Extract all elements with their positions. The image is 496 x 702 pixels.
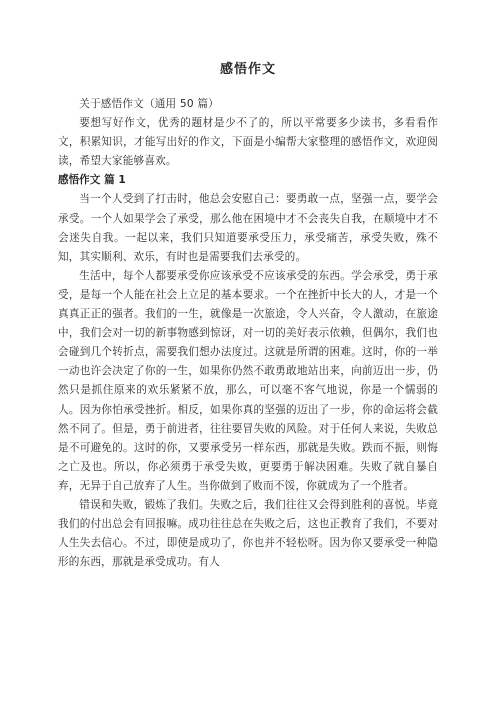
body-paragraph-2: 生活中，每个人都要承受你应该承受不应该承受的东西。学会承受，勇于承受，是每一个人能在社会上立足的基本要求。一个在挫折中长大的人，才是一个真真正正的强者。我们的一生，就像是一次旅途，令人兴奋，令人激动，在旅途中，我们会对一切的新事物感到惊讶，对一切的美好表示依赖，但偶尔，我们也会碰到几个转折点，需要我们想办法度过。这就是所谓的困难。这时，你的一举一动也许会决定了你的一生，如果你仍然不敢勇敢地站出来，向前迈出一步，仍然只是抓住原来的欢乐紧紧不放，那么，可以毫不客气地说，你是一个懦弱的人。因为你怕承受挫折。相反，如果你真的坚强的迈出了一步，你的命运将会截然不同了。但是，勇于前进者，往往要冒失败的风险。对于任何人来说，失败总是不可避免的。这时的你，又要承受另一样东西，那就是失败。跌而不振，则悔之亡及也。所以，你必须勇于承受失败，更要勇于解决困难。失败了就自暴自弃，无异于自己放弃了人生。当你做到了败而不馁，你就成为了一个胜者。 [58, 269, 438, 492]
subtitle-line: 关于感悟作文（通用 50 篇） [79, 98, 219, 110]
document-title: 感悟作文 [219, 62, 276, 77]
intro-paragraph: 要想写好作文，优秀的题材是少不了的，所以平常要多少读书，多看看作文，积累知识，才能写出好的作文，下面是小编帮大家整理的感悟作文，欢迎阅读，希望大家能够喜欢。 [58, 117, 438, 168]
body-paragraph-1: 当一个人受到了打击时，他总会安慰自己：要勇敢一点，坚强一点，要学会承受。一个人如果学会了承受，那么他在困境中才不会丧失自我，在顺境中才不会迷失自我。一起以来，我们只知道要承受压力，承受痛苦，承受失败，殊不知，其实顺利、欢乐，有时也是需要我们去承受的。 [58, 193, 438, 263]
body-paragraph-3: 错误和失败，锻炼了我们。失败之后，我们往往又会得到胜利的喜悦。毕竟我们的付出总会有回报嘛。成功往往总在失败之后，这也正教育了我们，不要对人生失去信心。不过，即使是成功了，你也并不轻松呀。因为你又要承受一种隐形的东西，那就是承受成功。有人 [58, 498, 438, 569]
section-heading: 感悟作文 篇 1 [58, 174, 126, 187]
